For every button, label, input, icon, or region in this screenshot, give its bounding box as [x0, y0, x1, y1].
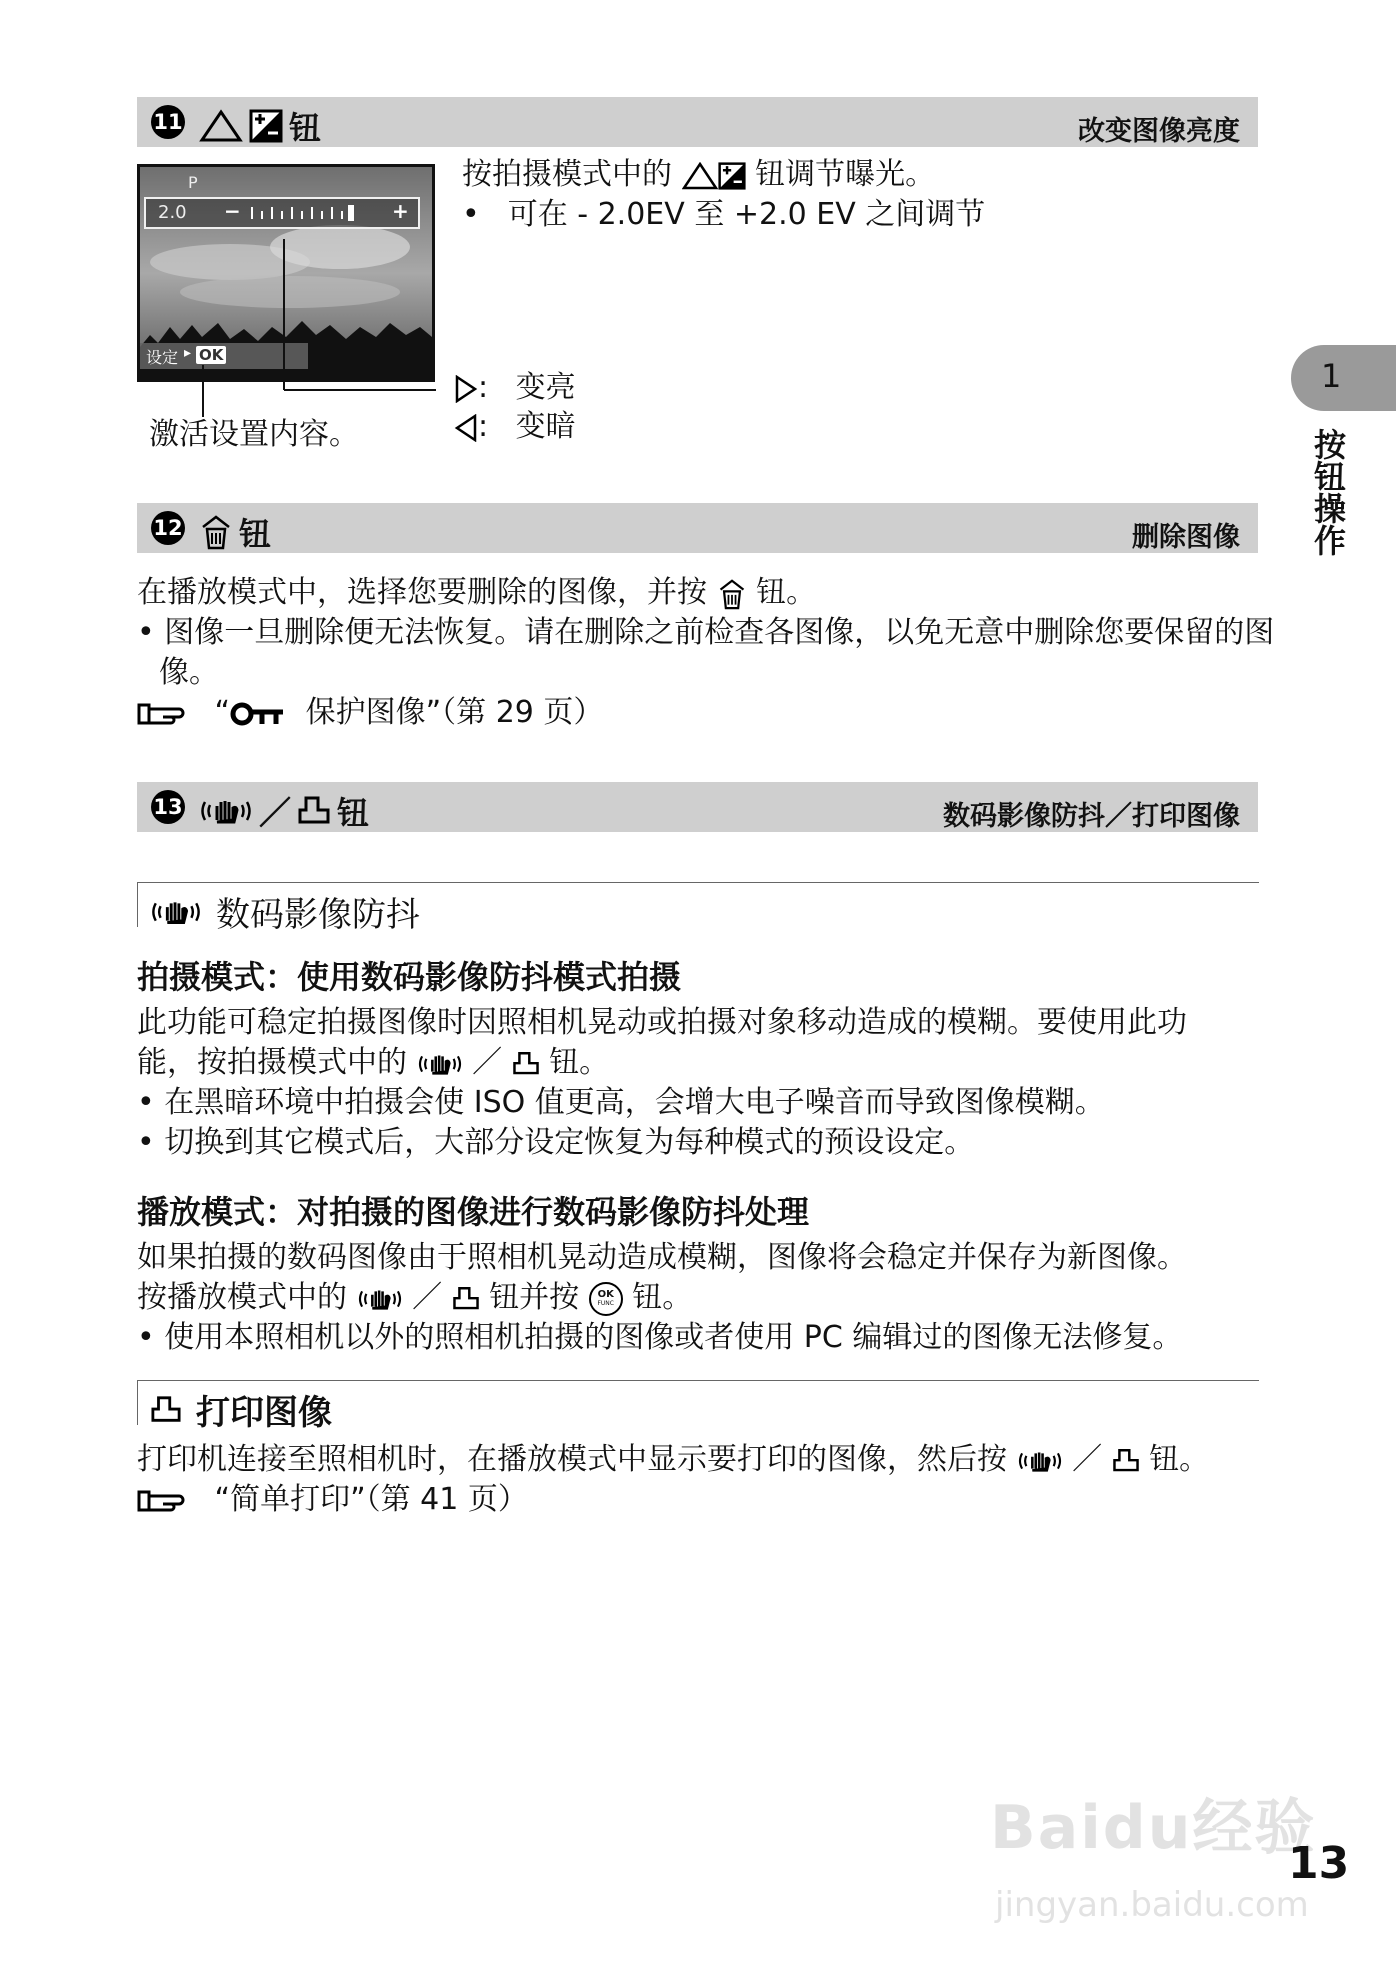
print-icon [512, 1050, 540, 1078]
trash-icon [717, 577, 747, 611]
image-stabilizer-box [137, 882, 1259, 935]
image-stabilizer-hand-icon [357, 1285, 403, 1313]
left-arrow-icon [454, 414, 478, 442]
section-12-header [137, 503, 1258, 553]
shooting-bullet-1: • 在黑暗环境中拍摄会使 ISO 值更高，会增大电子噪音而导致图像模糊。 [137, 1085, 1105, 1120]
box-heading [150, 887, 420, 936]
right-arrow-icon [454, 375, 478, 403]
ref-text: 保护图像”（第 29 页） [305, 695, 604, 730]
section-12-paragraph [137, 573, 816, 613]
exposure-compensation-icon [249, 109, 283, 143]
watermark-logo: Baidu经验 [990, 1793, 1317, 1863]
intro-part-b: 钮调节曝光。 [755, 157, 936, 192]
line-separator: ／ [472, 1045, 503, 1080]
line-separator: ／ [1072, 1442, 1103, 1477]
section-title [199, 103, 321, 149]
page-number: 13 [1288, 1838, 1350, 1889]
line-part-a: 能，按拍摄模式中的 [137, 1045, 407, 1080]
section-title-suffix: 钮 [289, 109, 322, 147]
ok-func-top: OK [597, 1288, 614, 1300]
shooting-bullet-2: • 切换到其它模式后，大部分设定恢复为每种模式的预设设定。 [137, 1125, 975, 1160]
ev-value: 2.0 [158, 202, 187, 223]
section-13-header [137, 782, 1258, 832]
playback-mode-heading: 播放模式：对拍摄的图像进行数码影像防抖处理 [137, 1193, 810, 1231]
section-title [199, 509, 271, 555]
box-heading-label: 打印图像 [196, 1393, 332, 1433]
section-number-badge: 12 [151, 511, 185, 545]
section-right-label: 数码影像防抖／打印图像 [943, 801, 1240, 832]
image-stabilizer-hand-icon [1017, 1447, 1063, 1475]
set-label: 设定 [146, 348, 179, 367]
bullet-text: 可在 - 2.0EV 至 +2.0 EV 之间调节 [507, 197, 986, 232]
print-reference [137, 1480, 528, 1520]
print-icon [1112, 1447, 1140, 1475]
line-part-a: 按播放模式中的 [137, 1280, 347, 1315]
print-paragraph [137, 1440, 1209, 1480]
section-11-header [137, 97, 1258, 147]
mode-indicator: P [188, 173, 198, 192]
ev-minus: − [224, 199, 241, 223]
line-part-c: 钮并按 [489, 1280, 580, 1315]
section-12-reference [137, 693, 603, 733]
print-icon [297, 795, 331, 827]
line-part-d: 钮。 [632, 1280, 693, 1315]
brighter-label: 变亮 [515, 370, 576, 405]
image-stabilizer-hand-icon [199, 796, 253, 826]
print-icon [452, 1285, 480, 1313]
image-stabilizer-hand-icon [150, 897, 202, 927]
playback-bullet: • 使用本照相机以外的照相机拍摄的图像或者使用 PC 编辑过的图像无法修复。 [137, 1320, 1183, 1355]
up-triangle-icon [199, 109, 243, 143]
reference-hand-icon [137, 1488, 191, 1514]
chapter-title: 按钮操作 [1309, 428, 1347, 556]
bullet-dot: • [462, 197, 480, 232]
playback-paragraph-line-1: 如果拍摄的数码图像由于照相机晃动造成模糊，图像将会稳定并保存为新图像。 [137, 1240, 1187, 1275]
section-number-badge: 13 [151, 790, 185, 824]
section-title [199, 788, 369, 834]
playback-paragraph-line-2 [137, 1278, 692, 1318]
line-part-a: 打印机连接至照相机时，在播放模式中显示要打印的图像，然后按 [137, 1442, 1007, 1477]
section-title-suffix: 钮 [239, 515, 272, 553]
darker-row [454, 407, 576, 447]
section-12-bullet: • 图像一旦删除便无法恢复。请在删除之前检查各图像，以免无意中删除您要保留的图像。 [137, 615, 1275, 690]
image-stabilizer-hand-icon [417, 1050, 463, 1078]
title-separator: ／ [259, 794, 292, 832]
shooting-paragraph-line-2 [137, 1043, 609, 1083]
para-part-b: 钮。 [756, 575, 817, 610]
chapter-tab [1291, 345, 1396, 411]
box-heading [150, 1385, 332, 1434]
watermark-url: jingyan.baidu.com [995, 1885, 1309, 1925]
reference-hand-icon [137, 701, 191, 727]
shooting-paragraph-line-1: 此功能可稳定拍摄图像时因照相机晃动或拍摄对象移动造成的模糊。要使用此功 [137, 1005, 1187, 1040]
brighter-row [454, 368, 576, 408]
brighter-colon: : [478, 370, 489, 405]
section-right-label: 删除图像 [1132, 522, 1240, 553]
exposure-compensation-icon [718, 162, 746, 190]
line-separator: ／ [412, 1280, 443, 1315]
section-11-intro [462, 155, 935, 195]
trash-icon [199, 513, 233, 551]
section-right-label: 改变图像亮度 [1078, 116, 1240, 147]
section-11-bullet [462, 195, 985, 235]
ref-text: “简单打印”（第 41 页） [214, 1482, 528, 1517]
print-icon [150, 1395, 182, 1425]
print-image-box [137, 1380, 1259, 1433]
ev-plus: + [392, 199, 409, 223]
ok-func-button-icon [589, 1282, 623, 1316]
protect-key-icon [230, 700, 286, 728]
ref-open-quote: “ [214, 695, 231, 730]
up-triangle-icon [682, 162, 718, 190]
ok-label: OK [196, 346, 226, 364]
para-part-a: 在播放模式中，选择您要删除的图像，并按 [137, 575, 707, 610]
ok-func-bottom: FUNC [597, 1299, 614, 1307]
activate-caption: 激活设置内容。 [149, 417, 359, 452]
darker-label: 变暗 [515, 409, 576, 444]
line-part-c: 钮。 [1149, 1442, 1210, 1477]
section-title-suffix: 钮 [337, 794, 370, 832]
darker-colon: : [478, 409, 489, 444]
intro-part-a: 按拍摄模式中的 [462, 157, 672, 192]
chapter-number: 1 [1321, 357, 1342, 395]
section-number-badge: 11 [151, 105, 185, 139]
callout-lines [190, 205, 450, 425]
arrow-icon: ▸ [184, 345, 192, 361]
line-part-c: 钮。 [549, 1045, 610, 1080]
shooting-mode-heading: 拍摄模式：使用数码影像防抖模式拍摄 [137, 958, 682, 996]
box-heading-label: 数码影像防抖 [216, 895, 420, 935]
